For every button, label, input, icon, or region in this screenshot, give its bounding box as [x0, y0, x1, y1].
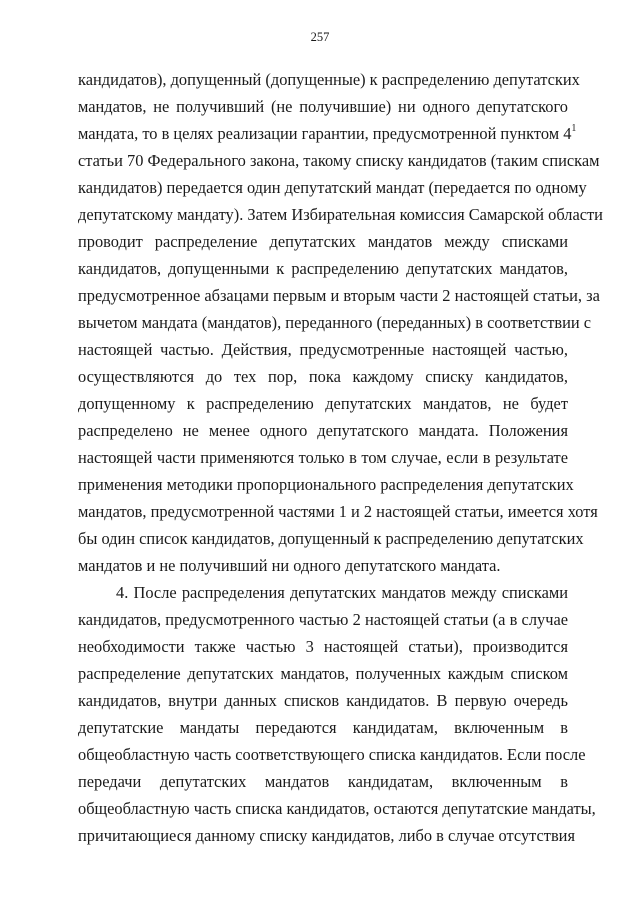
text-line: осуществляются до тех пор, пока каждому списку кандидатов, [78, 367, 568, 386]
page-number: 257 [310, 30, 330, 44]
text-line: распределено не менее одного депутатского мандата. Положения [78, 421, 568, 440]
paragraph-start-line: 4. После распределения депутатских мандатов между списками [116, 583, 568, 602]
text-line-body: мандата, то в целях реализации гарантии, предусмотренной пунктом 4 [78, 124, 572, 143]
text-line-with-superscript [78, 122, 577, 144]
text-line: депутатскому мандату). Затем Избирательная комиссия Самарской области [78, 205, 603, 224]
text-line: кандидатов, предусмотренного частью 2 настоящей статьи (а в случае [78, 610, 568, 629]
text-line: необходимости также частью 3 настоящей статьи), производится [78, 637, 568, 656]
text-line: кандидатов) передается один депутатский мандат (передается по одному [78, 178, 587, 197]
text-line: кандидатов), допущенный (допущенные) к распределению депутатских [78, 70, 580, 89]
text-line: настоящей частью. Действия, предусмотренные настоящей частью, [78, 340, 568, 359]
text-line: мандатов, предусмотренной частями 1 и 2 настоящей статьи, имеется хотя [78, 502, 598, 521]
text-line: кандидатов, внутри данных списков кандидатов. В первую очередь [78, 691, 568, 710]
text-line: настоящей части применяются только в том случае, если в результате [78, 448, 568, 467]
superscript: 1 [571, 122, 577, 134]
text-line: распределение депутатских мандатов, полученных каждым списком [78, 664, 568, 683]
text-line: мандатов, не получивший (не получившие) ни одного депутатского [78, 97, 568, 116]
text-line: передачи депутатских мандатов кандидатам, включенным в [78, 772, 568, 791]
text-line: вычетом мандата (мандатов), переданного (переданных) в соответствии с [78, 313, 592, 332]
text-line: бы один список кандидатов, допущенный к распределению депутатских [78, 529, 584, 548]
text-line: статьи 70 Федерального закона, такому списку кандидатов (таким спискам [78, 151, 600, 170]
text-line: общеобластную часть списка кандидатов, остаются депутатские мандаты, [78, 799, 596, 818]
text-line: мандатов и не получивший ни одного депутатского мандата. [78, 556, 501, 575]
text-line: применения методики пропорционального распределения депутатских [78, 475, 574, 494]
text-line: допущенному к распределению депутатских мандатов, не будет [78, 394, 568, 413]
text-line: кандидатов, допущенными к распределению депутатских мандатов, [78, 259, 568, 278]
text-line: причитающиеся данному списку кандидатов, либо в случае отсутствия [78, 826, 575, 845]
text-line: общеобластную часть соответствующего списка кандидатов. Если после [78, 745, 586, 764]
text-line: проводит распределение депутатских мандатов между списками [78, 232, 568, 251]
text-line: предусмотренное абзацами первым и вторым части 2 настоящей статьи, за [78, 286, 600, 305]
text-line: депутатские мандаты передаются кандидатам, включенным в [78, 718, 568, 737]
